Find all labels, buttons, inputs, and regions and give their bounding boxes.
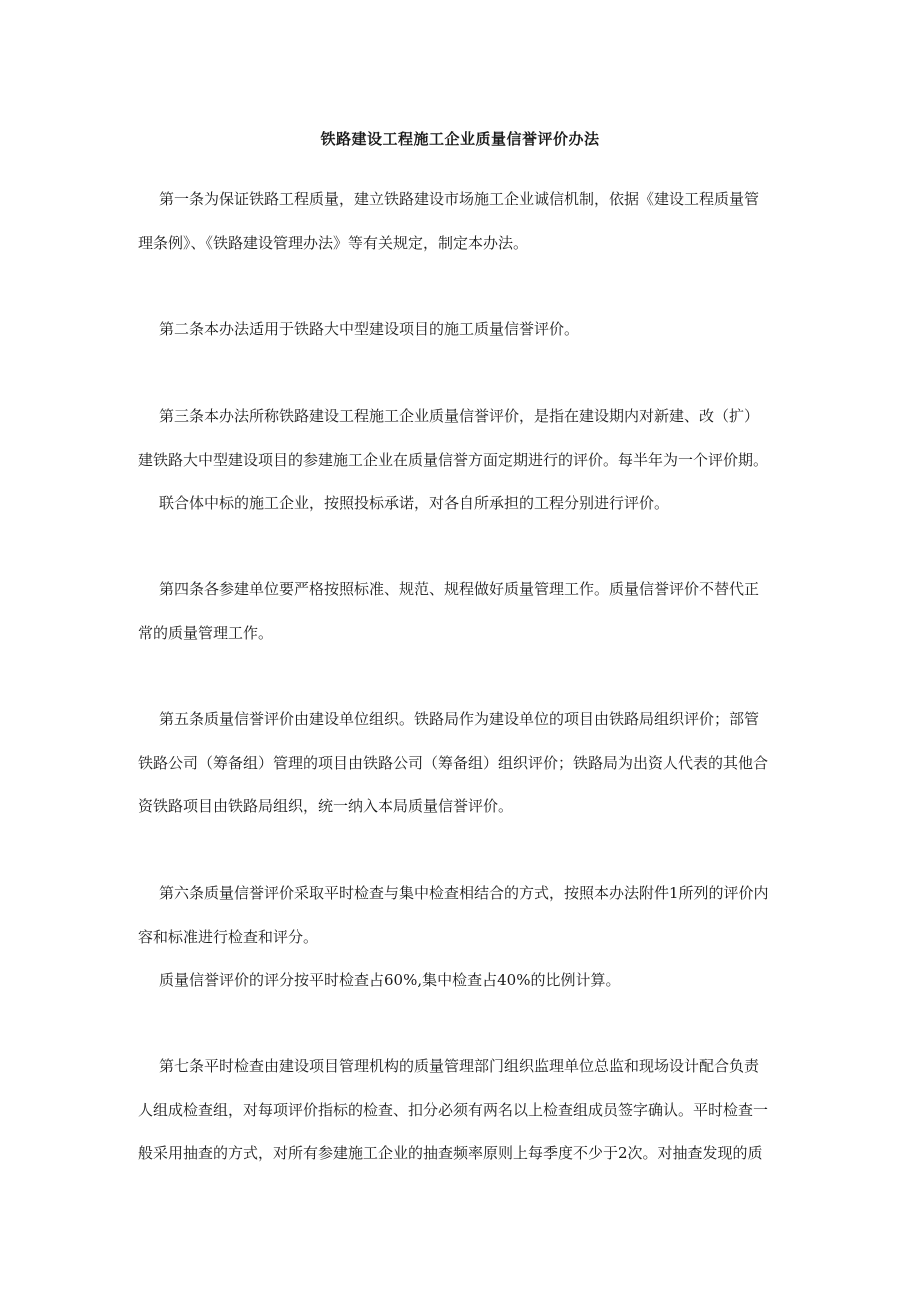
article-2-line-1: 第二条本办法适用于铁路大中型建设项目的施工质量信誉评价。	[159, 320, 580, 338]
article-1-line-2: 理条例》、《铁路建设管理办法》等有关规定，制定本办法。	[138, 234, 529, 252]
article-1-line-1: 第一条为保证铁路工程质量，建立铁路建设市场施工企业诚信机制，依据《建设工程质量管	[159, 190, 760, 208]
article-5-line-1: 第五条质量信誉评价由建设单位组织。铁路局作为建设单位的项目由铁路局组织评价；部管	[159, 710, 760, 728]
article-5-line-3: 资铁路项目由铁路局组织，统一纳入本局质量信誉评价。	[138, 797, 514, 815]
document-title: 铁路建设工程施工企业质量信誉评价办法	[320, 130, 600, 148]
article-7-line-3: 般采用抽查的方式，对所有参建施工企业的抽查频率原则上每季度不少于2次。对抽查发现的质	[138, 1144, 763, 1162]
article-6-line-2: 容和标准进行检查和评分。	[138, 928, 319, 946]
article-7-line-1: 第七条平时检查由建设项目管理机构的质量管理部门组织监理单位总监和现场设计配合负责	[159, 1057, 760, 1075]
article-3-line-1: 第三条本办法所称铁路建设工程施工企业质量信誉评价，是指在建设期内对新建、改（扩）	[159, 407, 760, 425]
article-3-line-2: 建铁路大中型建设项目的参建施工企业在质量信誉方面定期进行的评价。每半年为一个评价期。	[138, 451, 769, 469]
article-3-line-3: 联合体中标的施工企业，按照投标承诺，对各自所承担的工程分别进行评价。	[159, 494, 670, 512]
article-7-line-2: 人组成检查组，对每项评价指标的检查、扣分必须有两名以上检查组成员签字确认。平时检查一	[138, 1101, 769, 1119]
article-5-line-2: 铁路公司（筹备组）管理的项目由铁路公司（筹备组）组织评价；铁路局为出资人代表的其他合	[138, 754, 769, 772]
article-6-line-1: 第六条质量信誉评价采取平时检查与集中检查相结合的方式，按照本办法附件1所列的评价内	[159, 884, 769, 902]
article-4-line-2: 常的质量管理工作。	[138, 624, 274, 642]
article-4-line-1: 第四条各参建单位要严格按照标准、规范、规程做好质量管理工作。质量信誉评价不替代正	[159, 580, 760, 598]
article-6-line-3: 质量信誉评价的评分按平时检查占60%,集中检查占40%的比例计算。	[159, 971, 621, 989]
